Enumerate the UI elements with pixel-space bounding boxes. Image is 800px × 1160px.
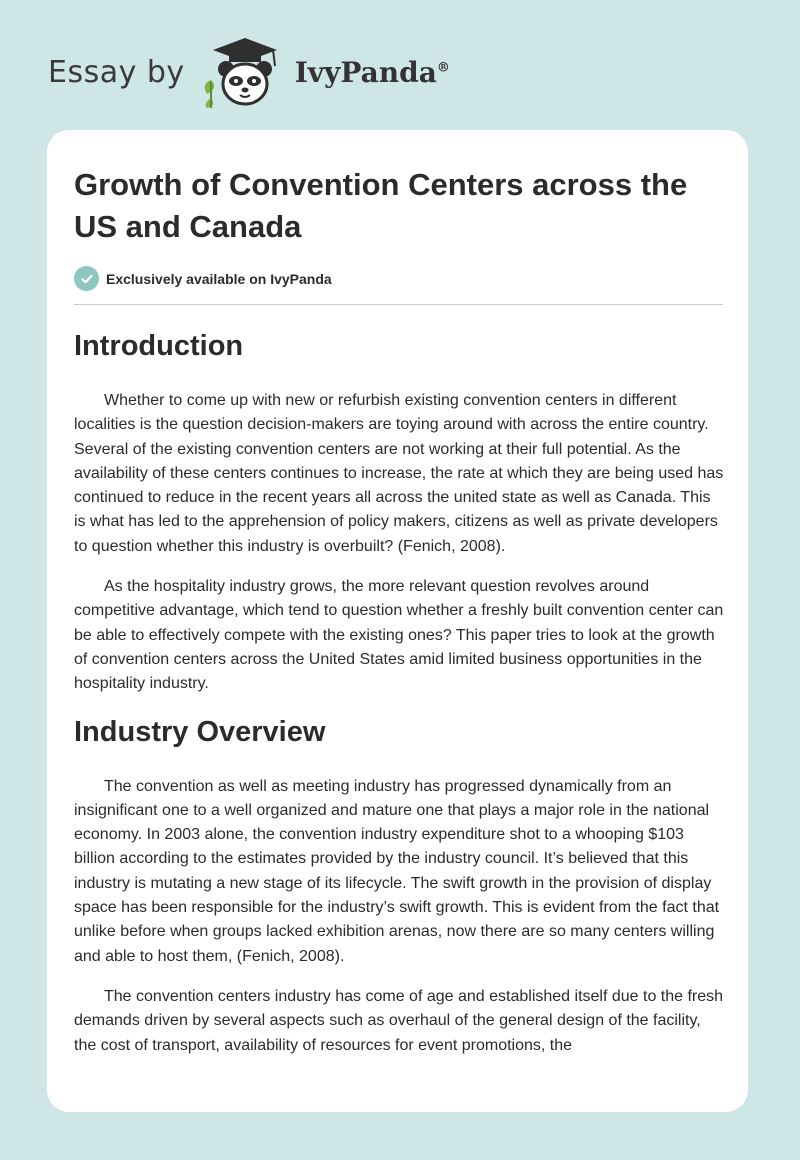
paragraph: Whether to come up with new or refurbish existing convention centers in different localities is the question decision-makers are toying around with across the entire country. Several of the existing convention centers are not working at their full potential. As the availability of these centers continues to increase, the rate at which they are being used has continued to reduce in the recent years all across the united state as well as Canada. This is what has led to the apprehension of policy makers, citizens as well as private developers to question whether this industry is overbuilt? (Fenich, 2008).	[74, 392, 724, 555]
essay-content	[74, 164, 724, 1058]
panda-logo-icon[interactable]	[199, 36, 291, 108]
essay-by-label: Essay by	[48, 54, 185, 90]
exclusive-badge-text: Exclusively available on IvyPanda	[106, 270, 332, 287]
check-icon	[74, 266, 99, 291]
section-heading-introduction: Introduction	[74, 330, 244, 362]
paragraph: The convention as well as meeting industry has progressed dynamically from an insignificant one to a well organized and mature one that plays a major role in the national economy. In 2003 alone, the convention industry expenditure shot to a whooping $103 billion according to the estimates provided by the industry council. It’s believed that this industry is mutating a new stage of its lifecycle. The swift growth in the provision of display space has been responsible for the industry’s swift growth. This is evident from the fact that unlike before when groups lacked exhibition arenas, now there are so many centers willing and able to host them, (Fenich, 2008).	[74, 777, 720, 965]
brand-name[interactable]: IvyPanda®	[294, 55, 450, 89]
registered-mark: ®	[436, 60, 450, 76]
page-title: Growth of Convention Centers across the US and Canada	[74, 167, 688, 244]
essay-card	[47, 130, 748, 1112]
divider	[74, 304, 723, 305]
paragraph: The convention centers industry has come of age and established itself due to the fresh demands driven by several aspects such as overhaul of the general design of the facility, the cost of transport, availability of resources for event promotions, the	[74, 987, 724, 1054]
paragraph: As the hospitality industry grows, the more relevant question revolves around competitive advantage, which tend to question whether a freshly built convention center can be able to effectively compete with the existing ones? This paper tries to look at the growth of convention centers across the United States amid limited business opportunities in the hospitality industry.	[74, 578, 724, 693]
exclusive-badge	[74, 266, 724, 291]
site-header	[48, 36, 450, 108]
section-heading-industry-overview: Industry Overview	[74, 715, 326, 748]
